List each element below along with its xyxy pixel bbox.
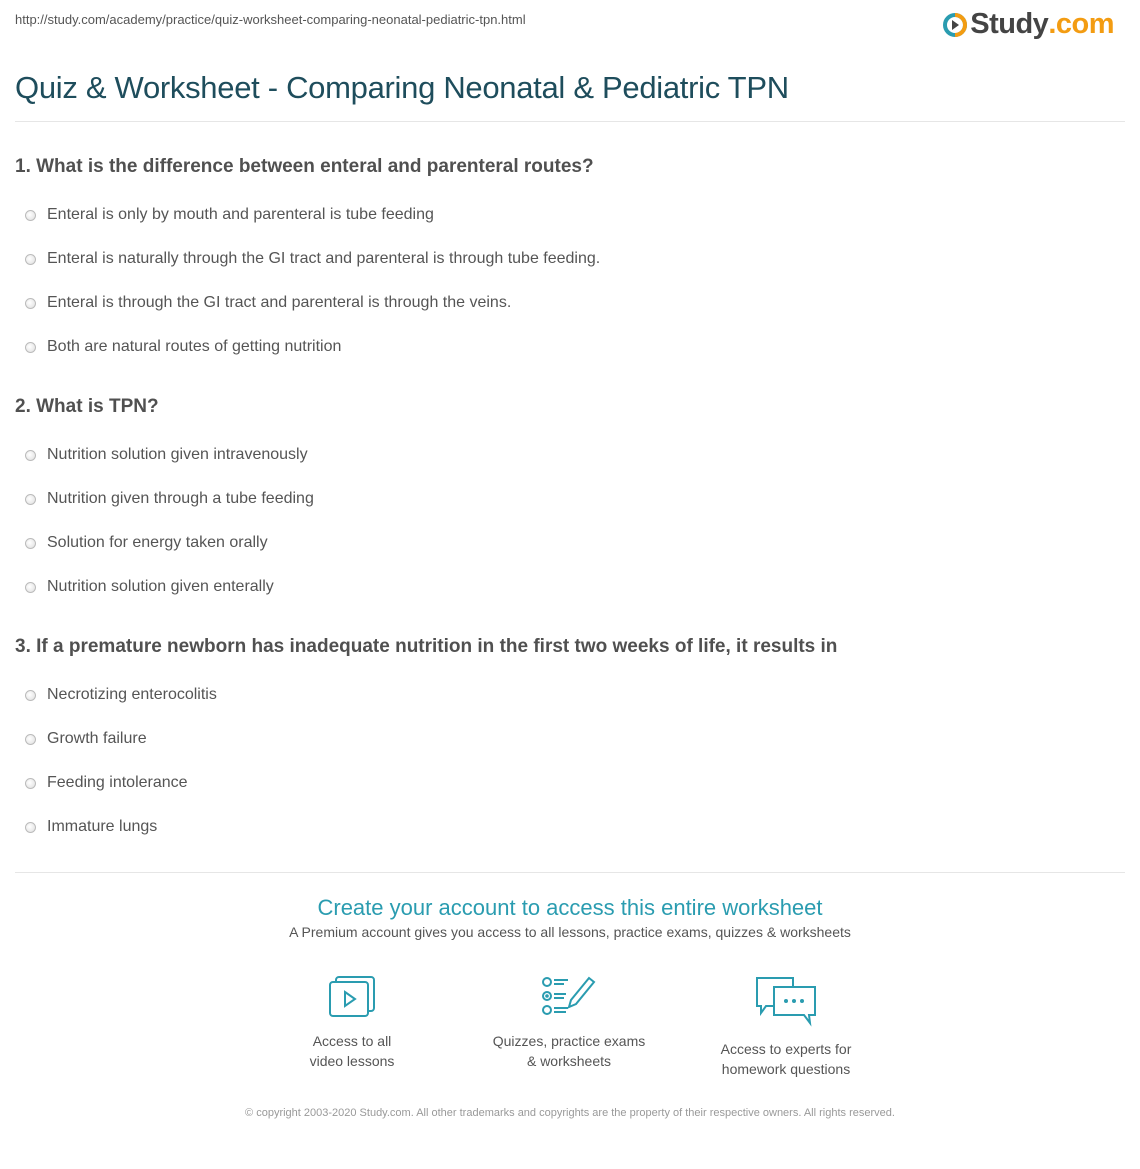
answer-label: Enteral is through the GI tract and parenteral is through the veins.: [47, 294, 512, 311]
answer-label: Nutrition given through a tube feeding: [47, 490, 314, 507]
feature-experts: [686, 975, 886, 1079]
answer-option[interactable]: [15, 243, 1125, 287]
answer-option[interactable]: [15, 439, 1125, 483]
answer-label: Nutrition solution given intravenously: [47, 446, 308, 463]
video-icon: [326, 975, 378, 1019]
answer-option[interactable]: [15, 679, 1125, 723]
cta-section: [0, 895, 1140, 940]
radio-button[interactable]: [25, 778, 36, 789]
answer-label: Solution for energy taken orally: [47, 534, 268, 551]
play-logo-icon: [943, 13, 967, 37]
answer-label: Enteral is only by mouth and parenteral is tube feeding: [47, 206, 434, 223]
answer-option[interactable]: [15, 331, 1125, 375]
chat-icon: [754, 975, 818, 1027]
radio-button[interactable]: [25, 690, 36, 701]
radio-button[interactable]: [25, 538, 36, 549]
answer-label: Feeding intolerance: [47, 774, 188, 791]
radio-button[interactable]: [25, 342, 36, 353]
answer-label: Immature lungs: [47, 818, 158, 835]
radio-button[interactable]: [25, 734, 36, 745]
page-url: http://study.com/academy/practice/quiz-worksheet-comparing-neonatal-pediatric-tpn.html: [15, 12, 526, 27]
question-2: [15, 395, 1125, 615]
answer-option[interactable]: [15, 199, 1125, 243]
cta-subtitle: A Premium account gives you access to all lessons, practice exams, quizzes & worksheets: [289, 924, 851, 940]
page-title: Quiz & Worksheet - Comparing Neonatal & Pediatric TPN: [15, 70, 789, 105]
radio-button[interactable]: [25, 254, 36, 265]
question-text: 3. If a premature newborn has inadequate nutrition in the first two weeks of life, it results in: [15, 636, 838, 657]
cta-title[interactable]: Create your account to access this entire worksheet: [317, 895, 823, 920]
feature-video-lessons: [252, 975, 452, 1071]
feature-label: Quizzes, practice exams: [492, 1033, 646, 1049]
answer-option[interactable]: [15, 811, 1125, 855]
radio-button[interactable]: [25, 298, 36, 309]
divider: [15, 121, 1125, 122]
copyright: © copyright 2003-2020 Study.com. All other trademarks and copyrights are the property of their respective owners. All rights reserved.: [245, 1107, 895, 1119]
question-text: 2. What is TPN?: [15, 396, 159, 417]
radio-button[interactable]: [25, 210, 36, 221]
answer-label: Necrotizing enterocolitis: [47, 686, 217, 703]
radio-button[interactable]: [25, 494, 36, 505]
question-1: [15, 155, 1125, 375]
quiz-list-icon: [541, 975, 597, 1019]
question-text: 1. What is the difference between enteral and parenteral routes?: [15, 156, 594, 177]
answer-option[interactable]: [15, 483, 1125, 527]
answer-option[interactable]: [15, 767, 1125, 811]
answer-label: Both are natural routes of getting nutrition: [47, 338, 342, 355]
feature-quizzes: [469, 975, 669, 1071]
study-logo[interactable]: [943, 8, 1114, 41]
feature-label: homework questions: [721, 1061, 851, 1077]
answer-option[interactable]: [15, 723, 1125, 767]
divider: [15, 872, 1125, 873]
logo-name: Study: [970, 8, 1049, 40]
question-3: [15, 635, 1125, 855]
feature-label: Access to experts for: [720, 1041, 852, 1057]
answer-label: Nutrition solution given enterally: [47, 578, 274, 595]
feature-label: & worksheets: [526, 1053, 612, 1069]
feature-label: Access to all: [312, 1033, 392, 1049]
logo-tld: .com: [1048, 8, 1114, 40]
answer-option[interactable]: [15, 571, 1125, 615]
feature-label: video lessons: [309, 1053, 395, 1069]
answer-label: Enteral is naturally through the GI tract and parenteral is through tube feeding.: [47, 250, 601, 267]
radio-button[interactable]: [25, 582, 36, 593]
radio-button[interactable]: [25, 822, 36, 833]
answer-label: Growth failure: [47, 730, 147, 747]
answer-option[interactable]: [15, 527, 1125, 571]
radio-button[interactable]: [25, 450, 36, 461]
answer-option[interactable]: [15, 287, 1125, 331]
